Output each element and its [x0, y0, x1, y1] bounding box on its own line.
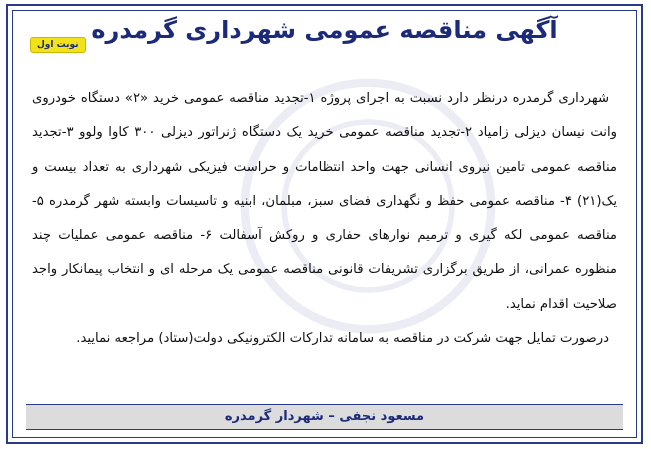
first-publication-badge: نوبت اول — [30, 37, 86, 53]
notice-paragraph-instruction: درصورت تمایل جهت شرکت در مناقصه به سامانه تدارکات الکترونیکی دولت(ستاد) مراجعه نمایید. — [76, 331, 609, 347]
signature-footer: مسعود نجفی – شهردار گرمدره — [26, 404, 623, 430]
notice-title: آگهی مناقصه عمومی شهرداری گرمدره — [91, 16, 558, 44]
notice-body — [32, 82, 617, 356]
notice-paragraph-main: شهرداری گرمدره درنظر دارد نسبت به اجرای پروژه ۱-تجدید مناقصه عمومی خرید «۲» دستگاه خودروی وانت نیسان دیزلی زامیاد ۲-تجدید مناقصه عمومی خرید یک دستگاه ژنراتور دیزلی ۳۰۰ کاوا ولوو ۳-تجدید مناقصه عمومی تامین نیروی انسانی جهت واحد انتظامات و حراست فیزیکی شهرداری به تعداد بیست و یک(۲۱) ۴- مناقصه عمومی حفظ و نگهداری فضای سبز، مبلمان، ابنیه و تاسیسات وابسته شهر گرمدره ۵- مناقصه عمومی لکه گیری و ترمیم نوارهای حفاری و روکش آسفالت ۶- مناقصه عمومی عملیات چند منظوره عمرانی، از طریق برگزاری تشریفات قانونی مناقصه عمومی یک مرحله ای و انتخاب پیمانکار واجد صلاحیت اقدام نماید. — [32, 91, 617, 312]
notice-frame — [6, 4, 643, 444]
